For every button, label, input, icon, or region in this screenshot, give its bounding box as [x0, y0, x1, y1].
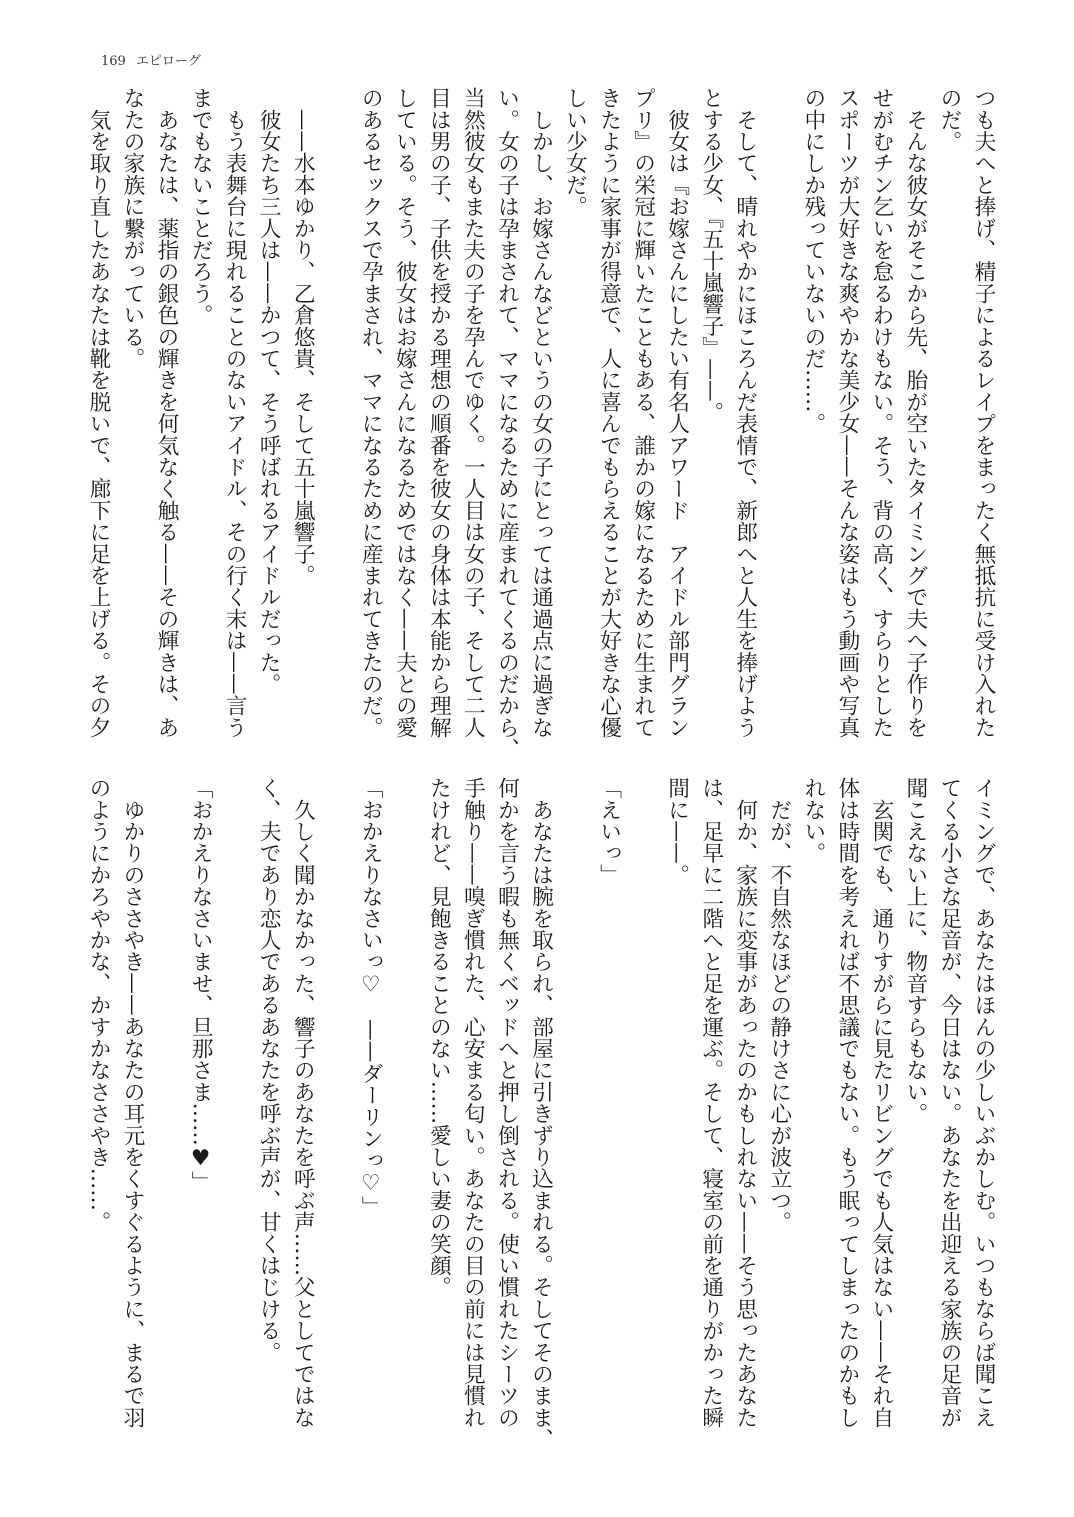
text-line: している。そう、彼女はお嫁さんになるためではなく——夫との愛 [392, 87, 418, 738]
text-line: 「えいっ」 [596, 777, 622, 886]
text-line: あなたは腕を取られ、部屋に引きずり込まれる。そしてそのまま、 [528, 777, 554, 1450]
text-line: 手触り——嗅ぎ慣れた、心安まる匂い。あなたの目の前には見慣れ [460, 777, 486, 1428]
text-line: とする少女、『五十嵐響子』——。 [698, 87, 724, 424]
text-line: 彼女は『お嫁さんにしたい有名人アワード アイドル部門グラン [664, 87, 690, 738]
text-line: までもないことだろう。 [188, 87, 214, 326]
text-line: だが、不自然なほどの静けさに心が波立つ。 [766, 777, 792, 1233]
text-line: きたように家事が得意で、人に喜んでもらえることが大好きな心優 [596, 87, 622, 738]
text-line: イミングで、あなたはほんの少しいぶかしむ。いつもならば聞こえ [971, 777, 996, 1428]
text-line: 「おかえりなさいっ♡ ——ダーリンっ♡」 [358, 777, 384, 1218]
chapter-title: エピローグ [135, 54, 201, 69]
page-number: 169 [101, 54, 126, 69]
text-line: く、夫であり恋人であるあなたを呼ぶ声が、甘くはじける。 [256, 777, 282, 1363]
text-line [762, 87, 796, 747]
text-line [149, 777, 183, 1437]
text-line: ——水本ゆかり、乙倉悠貴、そして五十嵐響子。 [290, 87, 316, 587]
text-line: プリ』の栄冠に輝いたこともある、誰かの嫁になるために生まれて [630, 87, 656, 738]
text-line: つも夫へと捧げ、精子によるレイプをまったく無抵抗に受け入れた [971, 87, 996, 738]
text-line: れない。 [800, 777, 826, 864]
text-line: い。女の子は孕まされて、ママになるために産まれてくるのだから、 [494, 87, 520, 760]
text-line: 当然彼女もまた夫の子を孕んでゆく。一人目は女の子、そして二人 [460, 87, 486, 738]
text-line [387, 777, 421, 1437]
text-line [319, 777, 353, 1437]
text-line: 何かを言う暇も無くベッドへと押し倒される。使い慣れたシーツの [494, 777, 520, 1428]
text-line: は、足早に二階へと足を運ぶ。そして、寝室の前を通りがかった瞬 [698, 777, 724, 1428]
text-line [558, 777, 592, 1437]
text-line: 何か、家族に変事があったのかもしれない——そう思ったあなた [732, 777, 758, 1428]
text-line: 気を取り直したあなたは靴を脱いで、廊下に足を上げる。その夕 [85, 87, 111, 738]
text-line: の中にしか残っていないのだ……。 [800, 87, 826, 435]
text-line: ゆかりのささやき——あなたの耳元をくすぐるように、まるで羽 [120, 777, 145, 1428]
text-line: たけれど、見飽きることのない……愛しい妻の笑顔。 [426, 777, 452, 1298]
text-line: 体は時間を考えれば不思議でもない。もう眠ってしまったのかもし [834, 777, 860, 1428]
text-line: 彼女たち三人は——かつて、そう呼ばれるアイドルだった。 [256, 87, 282, 695]
text-line: 久しく聞かなかった、響子のあなたを呼ぶ声……父としてではな [290, 777, 316, 1428]
text-line: のだ。 [936, 87, 962, 153]
text-line: しかし、お嫁さんなどというの女の子にとっては通過点に過ぎな [528, 87, 554, 738]
text-line: のあるセックスで孕まされ、ママになるために産まれてきたのだ。 [358, 87, 384, 738]
text-line: せがむチン乞いを怠るわけもない。そう、背の高く、すらりとした [868, 87, 894, 738]
text-line [217, 777, 251, 1437]
text-line: 聞こえない上に、物音すらもない。 [902, 777, 928, 1125]
text-line: あなたは、薬指の銀色の輝きを何気なく触る——その輝きは、あ [154, 87, 180, 738]
text-line: 目は男の子、子供を授かる理想の順番を彼女の身体は本能から理解 [426, 87, 452, 738]
text-line: てくる小さな足音が、今日はない。あなたを出迎える家族の足音が [936, 777, 962, 1428]
text-line: なたの家族に繋がっている。 [120, 87, 145, 370]
text-line: のようにかろやかな、かすかなささやき……。 [85, 777, 111, 1233]
text-line: そんな彼女がそこから先、胎が空いたタイミングで夫へ子作りを [902, 87, 928, 738]
text-line: 「おかえりなさいませ、旦那さま……♥」 [188, 777, 214, 1193]
text-line: スポーツが大好きな爽やかな美少女——そんな姿はもう動画や写真 [834, 87, 860, 738]
text-line: そして、晴れやかにほころんだ表情で、新郎へと人生を捧げよう [732, 87, 758, 738]
text-line: 玄関でも、通りすがらに見たリビングでも人気はない——それ自 [868, 777, 894, 1428]
text-line [319, 87, 353, 747]
text-line [626, 777, 660, 1437]
text-line: 間に——。 [664, 777, 690, 886]
running-header [101, 50, 211, 69]
text-line: もう表舞台に現れることのないアイドル、その行く末は——言う [222, 87, 248, 738]
text-line: しい少女だ。 [562, 87, 588, 218]
